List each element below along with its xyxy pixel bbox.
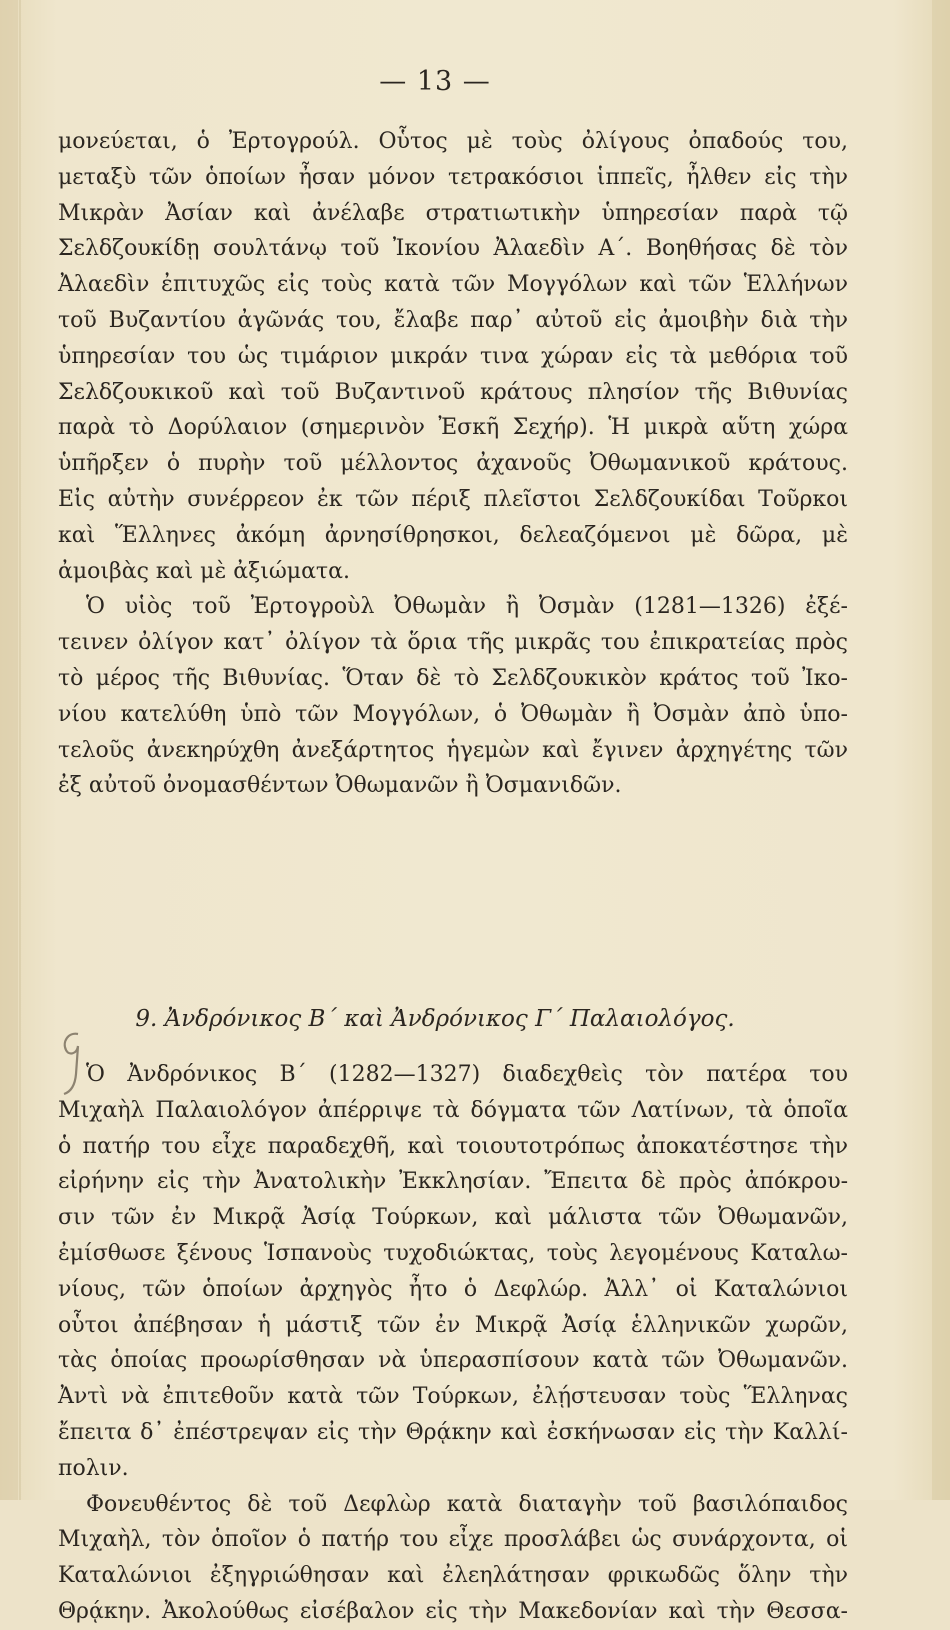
text-line: Μιχαὴλ, τὸν ὁποῖον ὁ πατήρ του εἶχε προσλάβει ὡς συνάρχοντα, οἱ (58, 1527, 848, 1553)
text-line: Μιχαὴλ Παλαιολόγον ἀπέρριψε τὰ δόγματα τῶν Λατίνων, τὰ ὁποῖα (58, 1097, 848, 1123)
text-line: εἰρήνην εἰς τὴν Ἀνατολικὴν Ἐκκλησίαν. Ἔπειτα δὲ πρὸς ἀπόκρου- (58, 1169, 848, 1195)
text-line: τὰς ὁποίας προωρίσθησαν νὰ ὑπερασπίσουν κατὰ τῶν Ὀθωμανῶν. (58, 1348, 848, 1374)
text-line: τεινεν ὀλίγον κατ᾽ ὀλίγον τὰ ὅρια τῆς μικρᾶς του ἐπικρατείας πρὸς (58, 630, 848, 656)
text-line: ἐξ αὐτοῦ ὀνομασθέντων Ὀθωμανῶν ἢ Ὀσμανιδῶν. (58, 773, 622, 799)
text-line: ὁ πατήρ του εἶχε παραδεχθῆ, καὶ τοιουτοτρόπως ἀποκατέστησε τὴν (58, 1133, 848, 1159)
paragraph-block-andronikos (58, 1057, 848, 1630)
text-line: παρὰ τὸ Δορύλαιον (σημερινὸν Ἐσκῆ Σεχήρ). Ἡ μικρὰ αὕτη χώρα (58, 415, 848, 441)
text-line: ἐμίσθωσε ξένους Ἱσπανοὺς τυχοδιώκτας, τοὺς λεγομένους Καταλω- (58, 1240, 848, 1266)
text-line: ἀμοιβὰς καὶ μὲ ἀξιώματα. (58, 558, 350, 584)
text-line: οὗτοι ἀπέβησαν ἡ μάστιξ τῶν ἐν Μικρᾷ Ἀσίᾳ ἑλληνικῶν χωρῶν, (58, 1312, 848, 1338)
text-line: Μικρὰν Ἀσίαν καὶ ἀνέλαβε στρατιωτικὴν ὑπηρεσίαν παρὰ τῷ (58, 200, 848, 226)
text-line: Εἰς αὐτὴν συνέρρεον ἐκ τῶν πέριξ πλεῖστοι Σελδζουκίδαι Τοῦρκοι (58, 486, 848, 512)
text-line: Ἀντὶ νὰ ἐπιτεθοῦν κατὰ τῶν Τούρκων, ἐλῄστευσαν τοὺς Ἕλληνας (58, 1384, 848, 1410)
text-line: τελοῦς ἀνεκηρύχθη ἀνεξάρτητος ἡγεμὼν καὶ ἔγινεν ἀρχηγέτης τῶν (58, 737, 848, 763)
text-line: μονεύεται, ὁ Ἐρτογρούλ. Οὗτος μὲ τοὺς ὀλίγους ὀπαδούς του, (58, 129, 848, 154)
text-line: τοῦ Βυζαντίου ἀγῶνάς του, ἔλαβε παρ᾽ αὐτοῦ εἰς ἀμοιβὴν διὰ τὴν (58, 307, 848, 333)
text-line: Ὁ Ἀνδρόνικος Β΄ (1282—1327) διαδεχθεὶς τὸν πατέρα του (86, 1062, 848, 1087)
text-line: Φονευθέντος δὲ τοῦ Δεφλὼρ κατὰ διαταγὴν τοῦ βασιλόπαιδος (86, 1491, 848, 1517)
text-line: Σελδζουκίδῃ σουλτάνῳ τοῦ Ἰκονίου Ἀλαεδὶν Α΄. Βοηθήσας δὲ τὸν (58, 236, 848, 262)
text-line: σιν τῶν ἐν Μικρᾷ Ἀσίᾳ Τούρκων, καὶ μάλιστα τῶν Ὀθωμανῶν, (58, 1205, 848, 1231)
text-line: τὸ μέρος τῆς Βιθυνίας. Ὅταν δὲ τὸ Σελδζουκικὸν κράτος τοῦ Ἰκο- (58, 665, 848, 691)
text-line: ὑπηρεσίαν του ὡς τιμάριον μικράν τινα χώραν εἰς τὰ μεθόρια τοῦ (58, 343, 848, 369)
text-line: Ἀλαεδὶν ἐπιτυχῶς εἰς τοὺς κατὰ τῶν Μογγόλων καὶ τῶν Ἑλλήνων (58, 272, 848, 298)
text-line: Θρᾴκην. Ἀκολούθως εἰσέβαλον εἰς τὴν Μακεδονίαν καὶ τὴν Θεσσα- (58, 1598, 848, 1624)
text-line: πολιν. (58, 1455, 129, 1481)
paragraph-block-ottomans (58, 124, 848, 804)
text-line: Ὁ υἱὸς τοῦ Ἐρτογροὺλ Ὀθωμὰν ἢ Ὀσμὰν (1281—1326) ἐξέ- (86, 594, 848, 620)
text-line: Καταλώνιοι ἐξηγριώθησαν καὶ ἐλεηλάτησαν φρικωδῶς ὅλην τὴν (58, 1563, 848, 1589)
text-line: νίους, τῶν ὁποίων ἀρχηγὸς ἦτο ὁ Δεφλώρ. Ἀλλ᾽ οἱ Καταλώνιοι (58, 1276, 848, 1302)
page-number: — 13 — (379, 66, 491, 97)
text-line: ὑπῆρξεν ὁ πυρὴν τοῦ μέλλοντος ἀχανοῦς Ὀθωμανικοῦ κράτους. (58, 451, 848, 477)
section-heading: 9. Ἀνδρόνικος Β΄ καὶ Ἀνδρόνικος Γ΄ Παλαιολόγος. (135, 1006, 735, 1032)
text-line: Σελδζουκικοῦ καὶ τοῦ Βυζαντινοῦ κράτους πλησίον τῆς Βιθυνίας (58, 379, 848, 405)
text-line: μεταξὺ τῶν ὁποίων ἦσαν μόνον τετρακόσιοι ἱππεῖς, ἦλθεν εἰς τὴν (58, 164, 848, 190)
text-line: καὶ Ἕλληνες ἀκόμη ἀρνησίθρησκοι, δελεαζόμενοι μὲ δῶρα, μὲ (58, 522, 848, 548)
text-line: νίου κατελύθη ὑπὸ τῶν Μογγόλων, ὁ Ὀθωμὰν ἢ Ὀσμὰν ἀπὸ ὑπο- (58, 701, 848, 727)
text-line: ἔπειτα δ᾽ ἐπέστρεψαν εἰς τὴν Θρᾴκην καὶ ἐσκήνωσαν εἰς τὴν Καλλί- (58, 1419, 848, 1445)
